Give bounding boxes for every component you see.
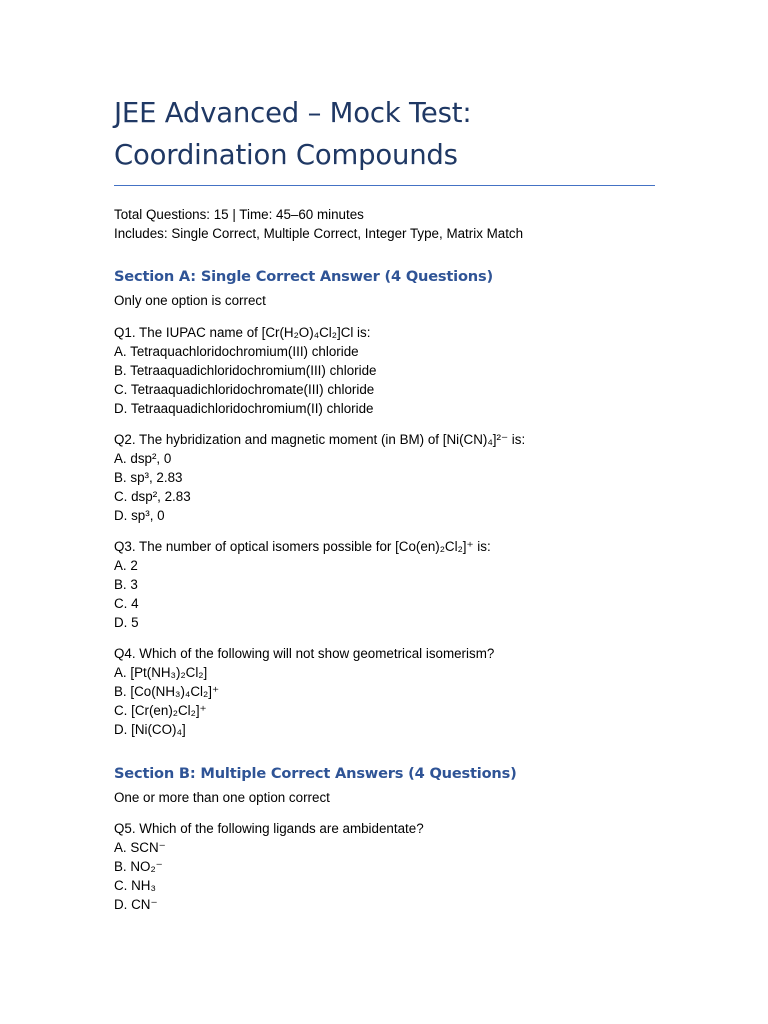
- question-text: Q2. The hybridization and magnetic moment (in BM) of [Ni(CN)₄]²⁻ is:: [114, 431, 526, 447]
- title-underline: [114, 185, 655, 186]
- option-a: A. Tetraquachloridochromium(III) chloride: [114, 343, 359, 359]
- option-b: B. sp³, 2.83: [114, 469, 183, 485]
- question-4: [114, 644, 656, 739]
- option-d: D. sp³, 0: [114, 507, 165, 523]
- section-b-heading: Section B: Multiple Correct Answers (4 Questions): [114, 764, 517, 782]
- test-meta: [114, 206, 656, 243]
- question-5: [114, 819, 656, 914]
- option-c: C. NH₃: [114, 878, 156, 893]
- option-d: D. Tetraaquadichloridochromium(II) chloride: [114, 400, 374, 416]
- question-text: Q3. The number of optical isomers possible for [Co(en)₂Cl₂]⁺ is:: [114, 538, 491, 554]
- question-text: Q5. Which of the following ligands are ambidentate?: [114, 821, 424, 836]
- option-d: D. 5: [114, 614, 139, 630]
- document-page: [114, 92, 656, 914]
- section-b: [114, 764, 656, 915]
- option-a: A. 2: [114, 557, 138, 573]
- question-2: [114, 430, 656, 525]
- option-c: C. 4: [114, 595, 139, 611]
- option-d: D. CN⁻: [114, 897, 158, 912]
- section-a-note: Only one option is correct: [114, 293, 266, 308]
- option-d: D. [Ni(CO)₄]: [114, 721, 186, 737]
- meta-line-total: Total Questions: 15 | Time: 45–60 minutes: [114, 207, 364, 222]
- question-3: [114, 537, 656, 632]
- section-a-heading: Section A: Single Correct Answer (4 Questions): [114, 268, 493, 285]
- option-c: C. dsp², 2.83: [114, 488, 191, 504]
- meta-line-includes: Includes: Single Correct, Multiple Correct, Integer Type, Matrix Match: [114, 225, 524, 241]
- option-a: A. dsp², 0: [114, 450, 172, 466]
- title-line-1: JEE Advanced – Mock Test:: [114, 97, 472, 129]
- page-title: [114, 92, 656, 176]
- title-line-2: Coordination Compounds: [114, 139, 458, 171]
- question-text: Q4. Which of the following will not show geometrical isomerism?: [114, 645, 495, 661]
- option-a: A. [Pt(NH₃)₂Cl₂]: [114, 664, 208, 680]
- question-text: Q1. The IUPAC name of [Cr(H₂O)₄Cl₂]Cl is:: [114, 324, 371, 340]
- option-b: B. NO₂⁻: [114, 859, 163, 874]
- option-b: B. 3: [114, 576, 138, 592]
- option-b: B. [Co(NH₃)₄Cl₂]⁺: [114, 683, 220, 699]
- section-a: [114, 267, 656, 739]
- option-a: A. SCN⁻: [114, 840, 166, 855]
- option-b: B. Tetraaquadichloridochromium(III) chloride: [114, 362, 377, 378]
- option-c: C. Tetraaquadichloridochromate(III) chloride: [114, 381, 375, 397]
- question-1: [114, 323, 656, 418]
- option-c: C. [Cr(en)₂Cl₂]⁺: [114, 702, 207, 718]
- section-b-note: One or more than one option correct: [114, 789, 330, 805]
